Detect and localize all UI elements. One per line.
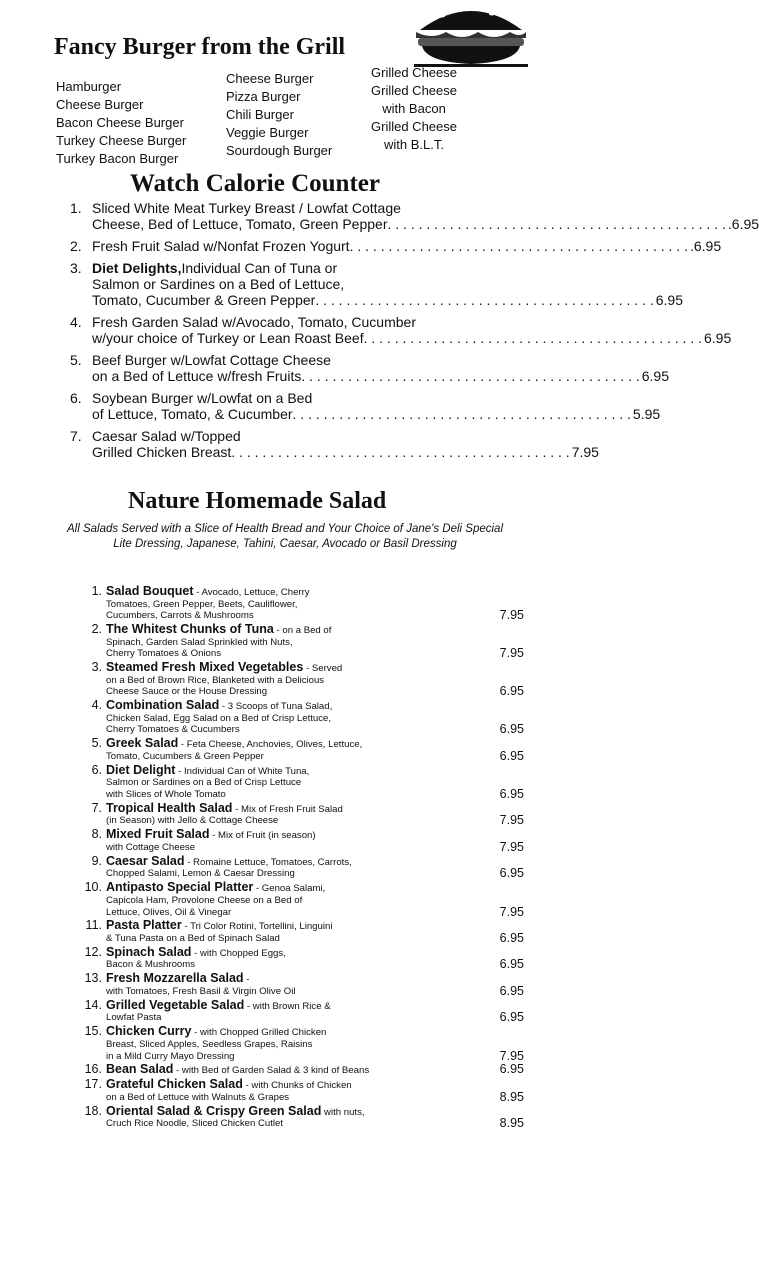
item-line bbox=[106, 786, 524, 801]
spacer bbox=[161, 1012, 497, 1024]
spacer bbox=[226, 789, 498, 801]
item-name: Grateful Chicken Salad bbox=[106, 1077, 243, 1092]
menu-item: Chili Burger bbox=[226, 107, 294, 122]
item-desc: Lowfat Pasta bbox=[106, 1012, 162, 1024]
item-body bbox=[92, 428, 599, 460]
salad-item bbox=[76, 1064, 524, 1077]
item-body bbox=[92, 314, 731, 346]
item-number: 3. bbox=[70, 260, 82, 276]
calorie-item bbox=[70, 314, 732, 346]
item-first-line bbox=[106, 973, 524, 986]
menu-item: Turkey Bacon Burger bbox=[56, 151, 179, 166]
calorie-item bbox=[70, 428, 599, 460]
item-desc: - 3 Scoops of Tuna Salad, bbox=[219, 701, 333, 713]
item-name: Bean Salad bbox=[106, 1062, 174, 1077]
salad-item bbox=[76, 586, 524, 622]
item-first-line bbox=[106, 624, 524, 637]
item-price: 6.95 bbox=[499, 931, 524, 945]
item-number: 6. bbox=[70, 390, 82, 406]
item-name: Fresh Mozzarella Salad bbox=[106, 971, 244, 986]
dot-leader bbox=[231, 444, 569, 460]
item-desc: Soybean Burger w/Lowfat on a Bed bbox=[92, 390, 313, 406]
item-line bbox=[106, 983, 524, 998]
salad-item bbox=[76, 624, 524, 660]
salad-item bbox=[76, 1103, 524, 1131]
item-desc: on a Bed of Brown Rice, Blanketed with a Delicious bbox=[106, 674, 325, 686]
item-price: 6.95 bbox=[704, 330, 732, 346]
calorie-item bbox=[70, 352, 669, 384]
item-name: Tropical Health Salad bbox=[106, 800, 233, 815]
item-desc: Beef Burger w/Lowfat Cottage Cheese bbox=[92, 352, 331, 368]
item-price: 6.95 bbox=[499, 1010, 524, 1025]
salad-item bbox=[76, 762, 524, 801]
salad-item bbox=[76, 700, 524, 736]
calorie-list bbox=[70, 200, 759, 466]
salad-intro: All Salads Served with a Slice of Health Bread and Your Choice of Jane's Deli Special Lite Dressing, Japanese, Tahini, Caesar, Avocado or Basil Dressing bbox=[66, 523, 504, 550]
item-body bbox=[92, 200, 759, 232]
item-desc: Capicola Ham, Provolone Cheese on a Bed of bbox=[106, 894, 303, 906]
item-line bbox=[106, 815, 524, 827]
item-body bbox=[106, 586, 524, 622]
item-desc: - Mix of Fresh Fruit Salad bbox=[232, 803, 343, 815]
item-price: 6.95 bbox=[499, 722, 524, 737]
menu-item: Cheese Burger bbox=[56, 97, 144, 112]
item-desc: - Served bbox=[303, 663, 343, 675]
item-price: 6.95 bbox=[499, 748, 524, 763]
item-number: 9. bbox=[91, 853, 102, 868]
item-number: 2. bbox=[91, 622, 102, 637]
item-price: 8.95 bbox=[499, 1089, 524, 1104]
item-price: 6.95 bbox=[499, 786, 524, 801]
spacer bbox=[295, 868, 498, 880]
item-number: 7. bbox=[70, 428, 82, 444]
item-first-line bbox=[106, 1064, 369, 1077]
item-desc: - with Chopped Grilled Chicken bbox=[191, 1027, 327, 1039]
item-line bbox=[92, 444, 599, 460]
item-desc: Cherry Tomatoes & Onions bbox=[106, 648, 221, 660]
item-body bbox=[106, 829, 524, 853]
item-number: 2. bbox=[70, 238, 82, 254]
salad-section-title: Nature Homemade Salad bbox=[128, 488, 387, 514]
item-number: 5. bbox=[70, 352, 82, 368]
item-name: Salad Bouquet bbox=[106, 584, 194, 598]
spacer bbox=[278, 815, 497, 827]
item-desc: Fresh Garden Salad w/Avocado, Tomato, Cucumber bbox=[92, 314, 416, 330]
item-desc: Caesar Salad w/Topped bbox=[92, 428, 241, 444]
item-name: Chicken Curry bbox=[106, 1024, 192, 1039]
item-line bbox=[92, 216, 759, 232]
item-body bbox=[106, 1026, 524, 1062]
dot-leader bbox=[315, 292, 653, 308]
burger-column-3 bbox=[371, 64, 457, 154]
item-name: Pasta Platter bbox=[106, 918, 182, 933]
item-line bbox=[106, 724, 524, 736]
item-line bbox=[106, 648, 524, 660]
item-desc: Salmon or Sardines on a Bed of Crisp Lettuce bbox=[106, 777, 302, 789]
item-name: Diet Delights, bbox=[92, 260, 182, 276]
item-desc: - on a Bed of bbox=[273, 625, 332, 637]
menu-item: Grilled Cheese bbox=[371, 65, 457, 80]
item-first-line bbox=[106, 762, 524, 778]
item-body bbox=[106, 1079, 524, 1103]
calorie-item bbox=[70, 260, 683, 308]
item-body bbox=[106, 853, 524, 881]
item-number: 12. bbox=[84, 944, 102, 959]
item-desc: Spinach, Garden Salad Sprinkled with Nuts, bbox=[106, 636, 293, 648]
item-desc: (in Season) with Jello & Cottage Cheese bbox=[106, 815, 279, 827]
spacer bbox=[254, 610, 498, 622]
item-desc: Cherry Tomatoes & Cucumbers bbox=[106, 724, 240, 736]
item-line bbox=[92, 238, 721, 254]
item-desc: Chicken Salad, Egg Salad on a Bed of Crisp Lettuce, bbox=[106, 712, 332, 724]
salad-item bbox=[76, 738, 524, 762]
item-name: Grilled Vegetable Salad bbox=[106, 997, 245, 1012]
item-line bbox=[92, 330, 731, 346]
item-desc: Grilled Chicken Breast bbox=[92, 444, 232, 460]
item-desc: - Romaine Lettuce, Tomatoes, Carrots, bbox=[184, 856, 352, 868]
salad-item bbox=[76, 882, 524, 918]
item-line bbox=[106, 610, 524, 622]
menu-item: with Bacon bbox=[382, 101, 446, 116]
item-desc: on a Bed of Lettuce with Walnuts & Grapes bbox=[106, 1091, 290, 1103]
item-desc: Tomatoes, Green Pepper, Beets, Cauliflower, bbox=[106, 598, 298, 610]
item-body bbox=[92, 238, 721, 254]
item-body bbox=[106, 1103, 524, 1131]
item-price: 7.95 bbox=[499, 1048, 524, 1063]
item-desc: - Genoa Salami, bbox=[253, 883, 326, 895]
item-first-line bbox=[106, 662, 524, 675]
item-price: 6.95 bbox=[499, 866, 524, 881]
item-first-line bbox=[106, 882, 524, 895]
item-name: Mixed Fruit Salad bbox=[106, 827, 210, 842]
salad-list bbox=[76, 586, 524, 1132]
item-body bbox=[106, 1064, 524, 1077]
item-first-line bbox=[106, 1079, 524, 1092]
item-line bbox=[106, 1012, 524, 1024]
item-line bbox=[106, 1089, 524, 1104]
item-desc: Cheese, Bed of Lettuce, Tomato, Green Pepper bbox=[92, 216, 388, 232]
item-number: 8. bbox=[91, 827, 102, 842]
item-name: Spinach Salad bbox=[106, 944, 192, 959]
item-name: Combination Salad bbox=[106, 698, 220, 713]
menu-item: Veggie Burger bbox=[226, 125, 309, 140]
item-desc: Fresh Fruit Salad w/Nonfat Frozen Yogurt bbox=[92, 238, 350, 254]
item-desc: - Mix of Fruit (in season) bbox=[209, 830, 316, 842]
item-first-line bbox=[106, 1103, 524, 1119]
calorie-section-title: Watch Calorie Counter bbox=[130, 170, 380, 197]
menu-item: Bacon Cheese Burger bbox=[56, 115, 184, 130]
dot-leader bbox=[293, 406, 631, 422]
item-number: 13. bbox=[84, 971, 102, 986]
item-price: .6.95 bbox=[689, 238, 722, 254]
item-name: Steamed Fresh Mixed Vegetables bbox=[106, 660, 304, 675]
menu-item: with B.L.T. bbox=[384, 137, 444, 152]
item-line bbox=[106, 839, 524, 854]
item-desc: Cruch Rice Noodle, Sliced Chicken Cutlet bbox=[106, 1118, 284, 1130]
item-line bbox=[92, 368, 669, 384]
item-line bbox=[106, 1064, 524, 1077]
spacer bbox=[264, 751, 498, 763]
item-line bbox=[92, 292, 683, 308]
item-desc: Cheese Sauce or the House Dressing bbox=[106, 686, 268, 698]
item-desc: with Tomatoes, Fresh Basil & Virgin Olive Oil bbox=[106, 985, 296, 997]
item-line bbox=[106, 868, 524, 880]
item-desc: - with Chunks of Chicken bbox=[242, 1080, 352, 1092]
dot-leader bbox=[350, 238, 688, 254]
item-desc: of Lettuce, Tomato, & Cucumber bbox=[92, 406, 293, 422]
salad-item bbox=[76, 829, 524, 853]
item-number: 1. bbox=[91, 584, 102, 598]
item-price: 7.95 bbox=[499, 839, 524, 854]
burger-column-1 bbox=[56, 78, 186, 168]
item-body bbox=[92, 352, 669, 384]
item-body bbox=[106, 882, 524, 918]
item-number: 14. bbox=[84, 997, 102, 1012]
item-desc: Chopped Salami, Lemon & Caesar Dressing bbox=[106, 868, 295, 880]
item-body bbox=[106, 662, 524, 698]
item-desc: Individual Can of Tuna or bbox=[181, 260, 338, 276]
menu-item: Grilled Cheese bbox=[371, 83, 457, 98]
salad-item bbox=[76, 853, 524, 881]
item-desc: - bbox=[243, 974, 250, 986]
item-first-line bbox=[106, 800, 524, 816]
item-body bbox=[106, 762, 524, 801]
item-number: 1. bbox=[70, 200, 82, 216]
item-desc: Salmon or Sardines on a Bed of Lettuce, bbox=[92, 276, 345, 292]
item-desc: - Individual Can of White Tuna, bbox=[175, 765, 310, 777]
item-first-line bbox=[106, 586, 524, 599]
item-line bbox=[92, 428, 599, 444]
item-first-line bbox=[106, 700, 524, 713]
item-number: 11. bbox=[85, 918, 102, 933]
burger-section-title: Fancy Burger from the Grill bbox=[54, 34, 346, 60]
burger-icon bbox=[412, 0, 530, 70]
item-price: 6.95 bbox=[499, 983, 524, 998]
item-number: 15. bbox=[84, 1024, 102, 1039]
item-body bbox=[106, 738, 524, 762]
item-first-line bbox=[106, 944, 524, 960]
item-desc: on a Bed of Lettuce w/fresh Fruits bbox=[92, 368, 302, 384]
item-desc: & Tuna Pasta on a Bed of Spinach Salad bbox=[106, 933, 280, 944]
item-name: The Whitest Chunks of Tuna bbox=[106, 622, 274, 637]
item-name: Diet Delight bbox=[106, 762, 176, 777]
item-line bbox=[92, 314, 731, 330]
spacer bbox=[369, 1064, 498, 1077]
item-price: 5.95 bbox=[632, 406, 661, 422]
item-price: 7.95 bbox=[499, 646, 524, 661]
item-desc: Tomato, Cucumber & Green Pepper bbox=[92, 292, 316, 308]
spacer bbox=[267, 686, 498, 698]
item-line bbox=[106, 959, 524, 971]
item-body bbox=[106, 997, 524, 1025]
item-line bbox=[92, 276, 683, 292]
item-price: 8.95 bbox=[499, 1116, 524, 1131]
item-desc: w/your choice of Turkey or Lean Roast Beef bbox=[92, 330, 364, 346]
calorie-item bbox=[70, 200, 759, 232]
spacer bbox=[235, 1051, 498, 1063]
item-line bbox=[106, 748, 524, 763]
menu-item: Grilled Cheese bbox=[371, 119, 457, 134]
item-price: 6.95 bbox=[499, 957, 524, 972]
item-price: 7.95 bbox=[499, 608, 524, 623]
item-desc: Breast, Sliced Apples, Seedless Grapes, Raisins bbox=[106, 1038, 313, 1050]
spacer bbox=[240, 724, 498, 736]
salad-item bbox=[76, 1026, 524, 1062]
item-name: Antipasto Special Platter bbox=[106, 880, 254, 895]
menu-item: Hamburger bbox=[56, 79, 122, 94]
burger-column-2 bbox=[226, 70, 332, 160]
item-line bbox=[92, 390, 660, 406]
item-body bbox=[106, 800, 524, 828]
item-price: .6.95 bbox=[727, 216, 759, 232]
item-line bbox=[106, 1118, 524, 1130]
item-name: Greek Salad bbox=[106, 736, 179, 751]
item-desc: - Avocado, Lettuce, Cherry bbox=[193, 587, 310, 598]
item-number: 5. bbox=[91, 736, 102, 751]
item-number: 7. bbox=[91, 800, 102, 815]
item-desc: with nuts, bbox=[321, 1106, 365, 1118]
item-desc: - with Bed of Garden Salad & 3 kind of Beans bbox=[173, 1065, 370, 1077]
salad-item bbox=[76, 1079, 524, 1103]
item-desc: - with Brown Rice & bbox=[244, 1000, 331, 1012]
item-price: 6.95 bbox=[641, 368, 669, 384]
item-price: 6.95 bbox=[655, 292, 683, 308]
item-desc: - Feta Cheese, Anchovies, Olives, Lettuce, bbox=[178, 739, 363, 751]
item-price: 6.95 bbox=[499, 1062, 524, 1077]
item-number: 17. bbox=[84, 1077, 102, 1092]
item-line bbox=[92, 200, 759, 216]
item-number: 10. bbox=[84, 880, 102, 895]
item-price: 7.95 bbox=[499, 813, 524, 828]
dot-leader bbox=[387, 216, 725, 232]
item-body bbox=[106, 920, 524, 944]
item-price: 6.95 bbox=[499, 684, 524, 699]
item-line bbox=[106, 686, 524, 698]
item-desc: with Cottage Cheese bbox=[106, 841, 196, 853]
item-line bbox=[106, 904, 524, 919]
item-first-line bbox=[106, 997, 524, 1013]
item-first-line bbox=[106, 920, 524, 933]
spacer bbox=[295, 986, 497, 998]
item-number: 4. bbox=[91, 698, 102, 713]
spacer bbox=[195, 959, 498, 971]
item-desc: Lettuce, Olives, Oil & Vinegar bbox=[106, 906, 232, 918]
item-first-line bbox=[106, 853, 524, 869]
spacer bbox=[289, 1092, 498, 1104]
item-first-line bbox=[106, 829, 524, 842]
calorie-item bbox=[70, 390, 661, 422]
dot-leader bbox=[301, 368, 639, 384]
item-body bbox=[106, 700, 524, 736]
item-price: 7.95 bbox=[571, 444, 599, 460]
item-first-line bbox=[106, 738, 524, 751]
item-line bbox=[106, 933, 524, 945]
item-desc: Tomato, Cucumbers & Green Pepper bbox=[106, 750, 264, 762]
dot-leader bbox=[364, 330, 702, 346]
item-desc: with Slices of Whole Tomato bbox=[106, 788, 226, 800]
salad-item bbox=[76, 800, 524, 828]
spacer bbox=[221, 648, 498, 660]
item-name: Caesar Salad bbox=[106, 853, 185, 868]
item-body bbox=[106, 973, 524, 997]
item-body bbox=[92, 260, 683, 308]
item-desc: Bacon & Mushrooms bbox=[106, 959, 196, 971]
item-line bbox=[92, 260, 683, 276]
spacer bbox=[231, 907, 498, 919]
item-line bbox=[106, 1048, 524, 1063]
item-desc: - with Chopped Eggs, bbox=[191, 947, 286, 959]
spacer bbox=[283, 1118, 498, 1130]
item-body bbox=[106, 944, 524, 972]
item-desc: - Tri Color Rotini, Tortellini, Linguini bbox=[181, 921, 333, 933]
menu-item: Pizza Burger bbox=[226, 89, 301, 104]
item-name: Oriental Salad & Crispy Green Salad bbox=[106, 1103, 322, 1118]
salad-item bbox=[76, 973, 524, 997]
menu-item: Turkey Cheese Burger bbox=[56, 133, 187, 148]
item-desc: in a Mild Curry Mayo Dressing bbox=[106, 1050, 235, 1062]
salad-item bbox=[76, 944, 524, 972]
salad-item bbox=[76, 997, 524, 1025]
salad-item bbox=[76, 662, 524, 698]
item-line bbox=[92, 352, 669, 368]
item-number: 16. bbox=[84, 1062, 102, 1077]
item-body bbox=[92, 390, 660, 422]
item-first-line bbox=[106, 1026, 524, 1039]
item-number: 6. bbox=[91, 762, 102, 777]
item-price: 7.95 bbox=[499, 904, 524, 919]
spacer bbox=[280, 933, 498, 945]
menu-item: Cheese Burger bbox=[226, 71, 314, 86]
item-number: 3. bbox=[91, 660, 102, 675]
salad-item bbox=[76, 920, 524, 944]
item-desc: Cucumbers, Carrots & Mushrooms bbox=[106, 610, 254, 622]
calorie-item bbox=[70, 238, 722, 254]
item-number: 18. bbox=[84, 1103, 102, 1118]
item-body bbox=[106, 624, 524, 660]
menu-item: Sourdough Burger bbox=[226, 143, 333, 158]
item-desc: Sliced White Meat Turkey Breast / Lowfat Cottage bbox=[92, 200, 401, 216]
item-number: 4. bbox=[70, 314, 82, 330]
spacer bbox=[195, 842, 498, 854]
item-line bbox=[92, 406, 660, 422]
